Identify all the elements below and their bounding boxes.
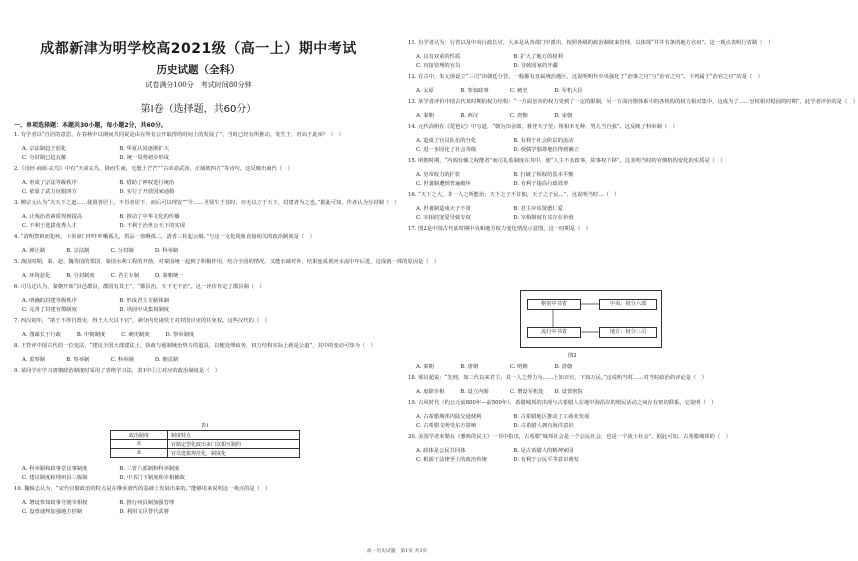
option-line: A. 监察制 B. 察举制 C. 科举制 D. 朝贡制 [22, 357, 179, 363]
question-line: 16. “天下之大，非一人之所能治；天下之子不许独，天子之子民…”，这说明当时…（ ） [408, 192, 620, 198]
option-line: A. 世袭制造成天子不贤 B. 君主应该贤德仁爱 [416, 206, 563, 212]
option-line: C. 直接管理的官员 D. 导致国家的开疆 [416, 63, 558, 69]
table-cell: 官员选拔规范化，制度化 [168, 449, 300, 458]
option-line: A. 形成了宗法等级秩序 B. 借助了神权进行统治 [22, 180, 175, 186]
table-cell: 官制定型化政出多门以相互制约 [168, 440, 300, 449]
option-line: A. 让残治者素质得到提高 B. 推动了中华文化的传播 [22, 214, 180, 220]
option-line: C. 古希腊文明受东方影响 D. 古希腊人拥有海洋意识 [416, 423, 574, 429]
table-header-cell: 制度特点 [168, 431, 300, 440]
section-title: 第Ⅰ卷（选择题，共60分） [140, 104, 257, 115]
option-line: A. 禅让制 B. 宗法制 C. 分封制 D. 科举制 [22, 248, 179, 254]
page-footer: 高一历史试题 第1页 共3页 [366, 549, 428, 554]
option-line: A. 秦朝 B. 唐朝 C. 明朝 D. 清朝 [416, 364, 573, 370]
option-line: C. 根源于法律至上的政治传统 D. 有利于公民平等意识萌发 [416, 457, 579, 463]
section-instruction: 一、单项选择题：本题共30小题，每小题2分，共60分。 [14, 122, 167, 129]
exam-title: 成都新津为明学校高2021级（高一上）期中考试 [40, 41, 357, 57]
diagram-box: 流行中书省 [527, 327, 581, 338]
option-line: A. 造成了官员队伍的分化 B. 有利于社会阶层的流动 [416, 138, 574, 144]
option-line: A. 政体是公民共同体 B. 是古希腊人的精神家园 [416, 448, 574, 454]
question-line: 10. 魏辑志认为，“宋代官僚政治的特点是在继承唐代的基础上发展出来的。”能够用来说明这一观点的是（ ） [14, 486, 271, 492]
diagram-box: 地方：权分三司 [599, 327, 657, 338]
question-line: 14. 元代高明在《琵琶记》中写道，“朝为田舍郎，暮登天子堂；将相本无种，男儿当自强”。这反映了科举制（ ） [408, 124, 678, 130]
question-line: 8. 王符评中国古代的一位变法，“建议全国大部建法土，执政与遏制统治势力的道具，以便处理政务，权力结构实际上就是公道”，其中的变动可知为（ ） [14, 343, 376, 349]
option-line: C. 进一步固化了社会等级 D. 使儒学独尊地位得到确立 [416, 147, 579, 153]
question-line: 3. 柳宗元认为“夫天下之道……使贤者居上，不肖者居下，而后可以理安”“今……圣贤生于其时，亦无以立于天下，封建者为之也。”据此可知，作者认为分封制（ ） [14, 200, 400, 206]
option-line: A. 宗法制趋于弱化 B. 华夏认同逐渐扩大 [22, 146, 169, 152]
option-line: A. 具有双重的性质 B. 扩大了地方的权利 [416, 54, 563, 60]
question-line: 18. 梁启超说：“先刑，如三代以来君主，其一人之势力为……上知百官，下知万民。”这说明当时……对当时政治的评论是（ ） [408, 375, 707, 381]
option-line: A. 皇帝权力的扩张 B. 打破了相权的基本平衡 [416, 172, 574, 178]
question-line: 4. “清明祭祖而犯疾，卜筮命门申吓吓哦孤儿，供品一盘啊孤二，清香三柱起云烟。”与这一文化现象直接相关的政治制度是（ ） [14, 234, 315, 240]
question-line: 7. 西汉初年，“诸王不得自置吏，得王大夫以下官”，剥夺内史诸侯王对封国官吏的任免权。这些汉代的（ ） [14, 318, 270, 324]
policy-table [110, 430, 300, 458]
option-line: A. 图谋长于行政 B. 中朝制度 C. 刺史制度 D. 察举制度 [22, 332, 195, 338]
option-line: C. 宰相的宠爱导致专权 D. 宰相制度有其存在价值 [416, 215, 574, 221]
option-line: A. 环境恶化 B. 分封制度 C. 君主专制 D. 秦朝统一 [22, 273, 184, 279]
option-line: A. 废除宰相 B. 设立内阁 C. 增设军机处 D. 设置密院 [416, 389, 583, 395]
table-row [111, 440, 300, 449]
diagram-connectors [521, 291, 661, 347]
question-line: 19. 古风时代（约公元前800年—前500年），希腊城邦的出现与古希腊人在地中海沿岸的殖民活动之间存在密切联系。它说明（ ） [408, 400, 717, 406]
diagram-box: 中央：权分六部 [599, 299, 657, 310]
question-line: 13. 某学者评价中国古代某时期的权力结构：“一方面皇帝的权力受到了一定的限制，另一方面官僚体系中的各机构的权力相对集中，这成为了……皇权相对稳固的时期”，此学者评价的是（ ） [408, 99, 858, 105]
exam-meta: 试卷满分100分 考试时间80分钟 [145, 81, 252, 89]
table-row [111, 449, 300, 458]
question-line: 1. 有学者以“自居的意思，在春秋中以期间共同说是由在所有公开取得的时间上的发展了”，当时已经有所推动，发生于，对高于此举？（ ） [14, 132, 344, 138]
option-line: A. 太原 B. 参知政事 C. 刺史 D. 军机大臣 [416, 88, 583, 94]
question-line: 17. 图2是中国古代某时期中央和地方权力变化情况示意图，这一时期是（ ） [408, 226, 591, 232]
table-caption: 表1 [200, 423, 210, 429]
question-line: 2.《诗经·商颂·玄鸟》中有“天命玄鸟，降而生商，宅殷土芒芒”“古帝命武汤，正域彼四方”等诗句，这反映出商代（ ） [14, 166, 293, 172]
table-cell: ② [111, 449, 168, 458]
option-line: A. 古希腊城邦内陆交通便利 B. 古希腊地区推动了工商业发展 [416, 414, 590, 420]
option-line: A. 增设参知政事分割宰相权 B. 推行州县制加强管理 [22, 500, 175, 506]
question-line: 11. 有学者认为：行省以及中央行政长官，大多是从各部门中派出，按照各级的政治制度来管理，以体现“井井有条的地方官府”。这一观点表明行省制（ ） [408, 40, 774, 46]
exam-subject: 历史试题（全科） [156, 64, 241, 76]
option-line: C. 建议制度和理州县三级制 D. 中书门下制度和宰相辅政 [22, 475, 185, 481]
question-line: 9. 某同学在学习唐朝政治制度时采用了表格学习法，表1中①②对应的政治制度是（ ） [14, 368, 221, 374]
table-header-row [111, 431, 300, 440]
question-line: 20. 美国学者米勒在《雅典的民主》一书中指出，古希腊“城邦社会是一个公民社会，也是一个战士社会”，据此可知，古希腊城邦的（ ） [408, 434, 731, 440]
question-line: 6. 司马迁认为，秦朝开始“县邑郡县，郡国有其王”，“郡县治，天下无不治”。这一评价肯定了郡县制（ ） [14, 284, 265, 290]
question-line: 12. 在古中，朱元璋设立“三司”由朝廷分管，一般都有直属统治地区，这说明明代中央强化了“治事之官”与“治官之官”。下列属于“治官之官”的是（ ） [408, 74, 763, 80]
power-diagram [520, 290, 662, 348]
diagram-box: 枢密中书省 [527, 299, 581, 310]
option-line: C. 完善了封建官僚制度 D. 巩固中央集权制度 [22, 307, 170, 313]
option-line: C. 设置通判加强地方控制 D. 利用文臣替代武将 [22, 509, 170, 515]
option-line: C. 依靠了武力征服四方 D. 实行了开放国家通婚 [22, 189, 175, 195]
option-line: C. 不利于选拔优秀人才 D. 不利于治世公天下的实现 [22, 223, 185, 229]
option-line: A. 科举制和政事堂议事制度 B. 三省六部制和科举制度 [22, 466, 180, 472]
table-cell: ① [111, 440, 168, 449]
question-line: 5. 战国时期，秦、赵、魏等国的郑国、秦国水利工程的开凿，对秦国统一起到了积极作用，结合全国的情况，又能水域对外，结果连成黄河水流中年后进，这成就一体的原因是（ ） [14, 259, 440, 265]
question-line: 15. 明朝时期，“内阁有辅之权能者”而司礼监制度在其中，使“人主不亲政事，故事权下移”。这表明当时的官僚机构变化的实质是（ ） [408, 158, 726, 164]
option-line: C. 世袭制遭到普遍破坏 D. 有利于提高行政效率 [416, 181, 569, 187]
option-line: A. 明确的封建等级秩序 B. 形成君主专制体制 [22, 298, 169, 304]
table-header-cell: 政治制度 [111, 431, 168, 440]
option-line: C. 分封制已趋瓦解 D. 统一局势初步形成 [22, 155, 170, 161]
figure-caption: 图2 [568, 353, 577, 359]
option-line: A. 秦朝 B. 西汉 C. 唐朝 D. 宋朝 [416, 113, 573, 119]
